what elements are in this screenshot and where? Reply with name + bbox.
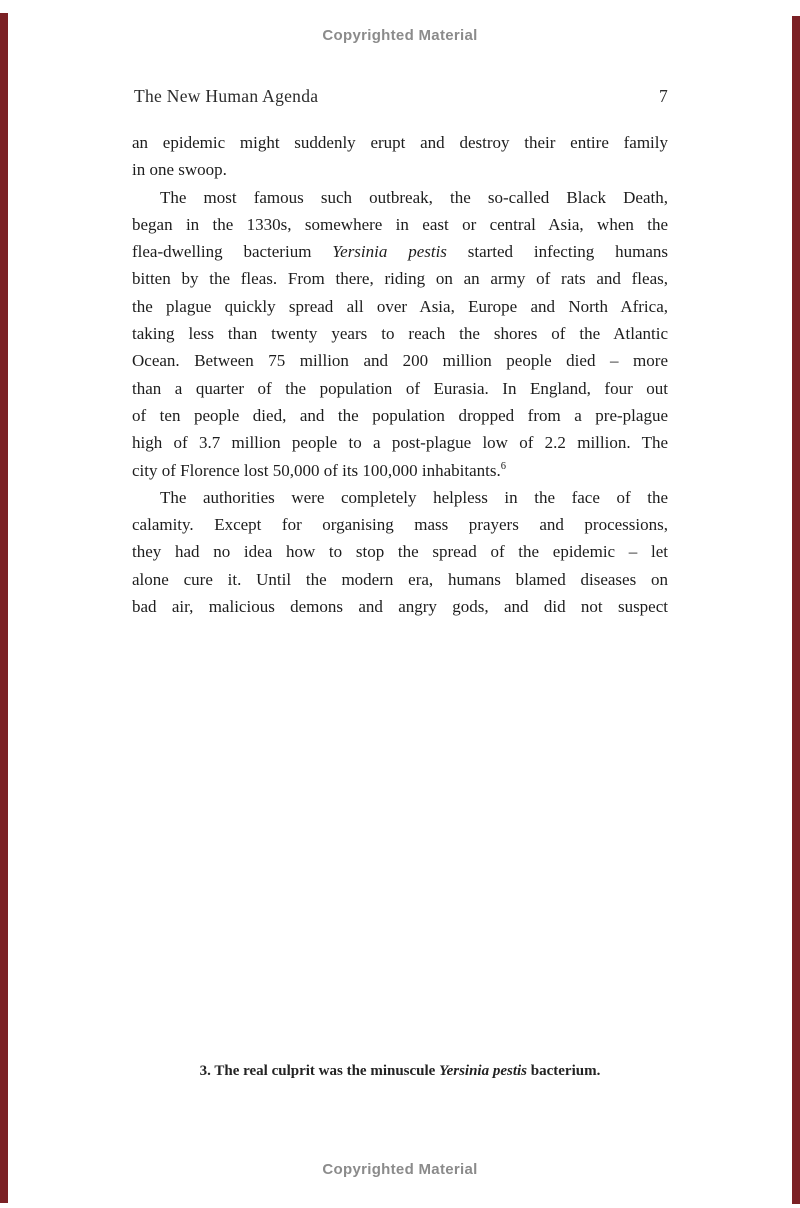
text-segment: Ocean. Between 75 million and 200 million people died – more xyxy=(132,351,668,371)
body-text-line xyxy=(132,211,668,238)
body-text xyxy=(132,129,668,620)
body-text-line xyxy=(132,156,668,183)
copyright-notice-top: Copyrighted Material xyxy=(322,27,478,44)
body-text-line xyxy=(132,593,668,620)
text-segment: alone cure it. Until the modern era, humans blamed diseases on xyxy=(132,569,668,589)
body-text-line xyxy=(132,347,668,374)
body-text-line xyxy=(132,511,668,538)
text-segment: Yersinia pestis xyxy=(439,1063,528,1079)
book-cover-edge-right-bar xyxy=(792,16,800,1204)
body-text-line xyxy=(132,566,668,593)
running-header xyxy=(134,86,668,107)
book-cover-edge-left-bar xyxy=(0,13,8,1203)
text-segment: flea-dwelling bacterium xyxy=(132,242,333,262)
text-segment: than a quarter of the population of Eurasia. In England, four out xyxy=(132,378,668,398)
body-text-line xyxy=(132,429,668,456)
body-text-line xyxy=(132,184,668,211)
body-text-line xyxy=(132,129,668,156)
body-text-line xyxy=(132,402,668,429)
text-segment: The authorities were completely helpless in the face of the xyxy=(160,487,668,507)
body-text-line xyxy=(132,265,668,292)
footnote-reference: 6 xyxy=(500,460,507,472)
body-text-line xyxy=(132,457,668,484)
text-segment: they had no idea how to stop the spread of the epidemic – let xyxy=(132,542,668,562)
text-segment: of ten people died, and the population dropped from a pre-plague xyxy=(132,405,668,425)
text-segment: Yersinia pestis xyxy=(332,242,447,262)
running-header-title: The New Human Agenda xyxy=(134,86,319,106)
text-segment: the plague quickly spread all over Asia, Europe and North Africa, xyxy=(132,296,668,316)
text-segment: bacterium. xyxy=(527,1063,601,1079)
text-segment: started infecting humans xyxy=(446,242,669,262)
text-segment: high of 3.7 million people to a post-plague low of 2.2 million. The xyxy=(132,433,668,453)
body-text-line xyxy=(132,238,668,265)
text-segment: taking less than twenty years to reach the shores of the Atlantic xyxy=(132,324,668,344)
body-text-line xyxy=(132,484,668,511)
text-segment: in one swoop. xyxy=(132,160,227,180)
text-segment: calamity. Except for organising mass prayers and processions, xyxy=(132,515,668,535)
figure-caption xyxy=(0,1063,800,1080)
text-segment: 3. The real culprit was the minuscule xyxy=(199,1063,440,1079)
body-text-line xyxy=(132,375,668,402)
text-segment: began in the 1330s, somewhere in east or central Asia, when the xyxy=(132,214,668,234)
body-text-line xyxy=(132,293,668,320)
text-segment: city of Florence lost 50,000 of its 100,000 inhabitants. xyxy=(132,460,501,480)
text-segment: The most famous such outbreak, the so-called Black Death, xyxy=(160,187,668,207)
text-segment: bitten by the fleas. From there, riding on an army of rats and fleas, xyxy=(132,269,668,289)
text-segment: bad air, malicious demons and angry gods, and did not suspect xyxy=(132,597,668,617)
text-segment: an epidemic might suddenly erupt and destroy their entire family xyxy=(132,133,668,152)
body-text-line xyxy=(132,538,668,565)
body-text-line xyxy=(132,320,668,347)
copyright-notice-bottom: Copyrighted Material xyxy=(322,1161,478,1178)
page-number: 7 xyxy=(658,86,668,106)
